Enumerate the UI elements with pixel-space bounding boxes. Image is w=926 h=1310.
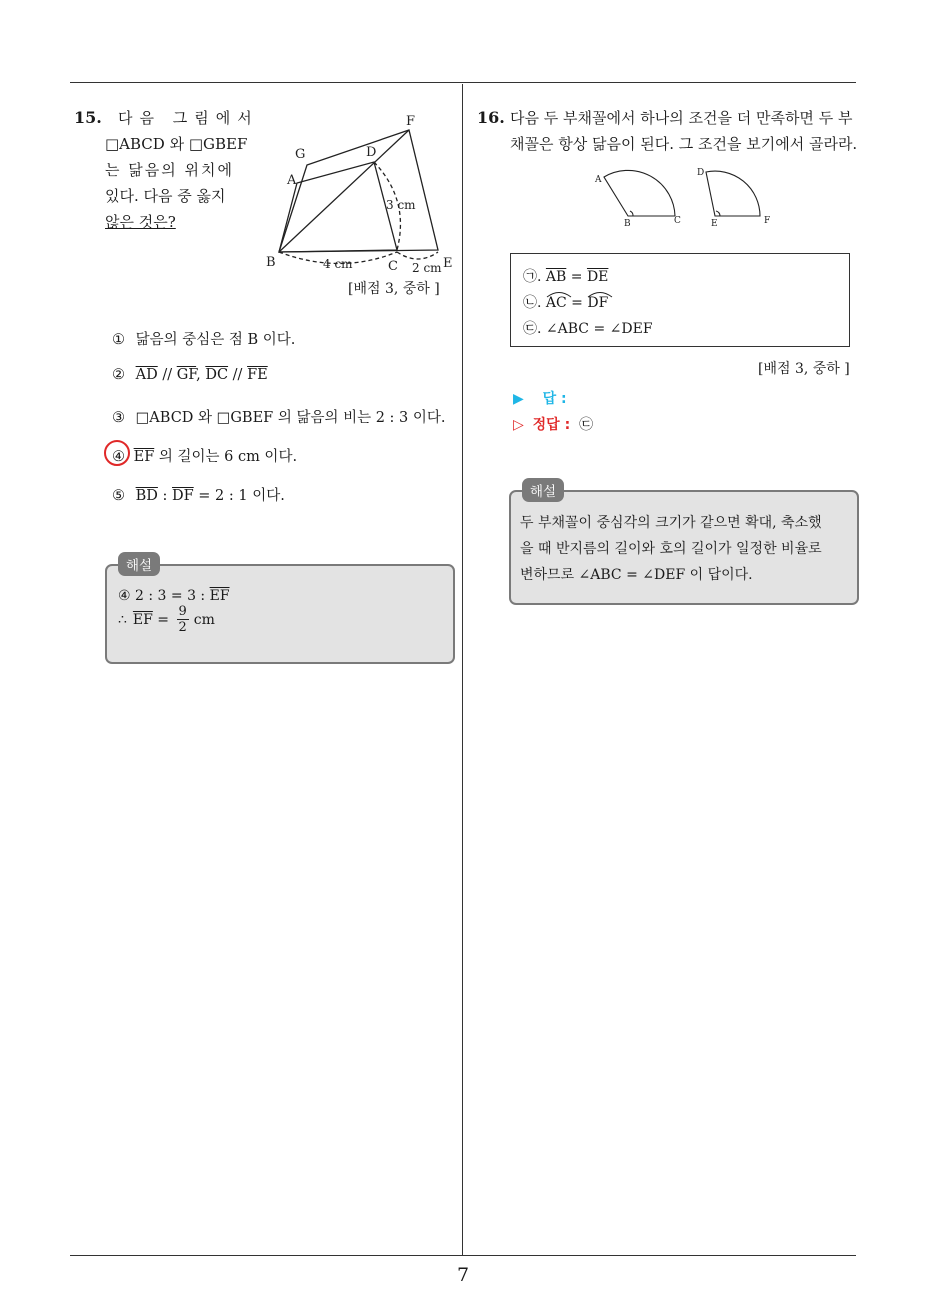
fraction: $\frac{9}{2}$ (178, 604, 187, 635)
label-ce-length: 2 cm (412, 261, 442, 275)
choice-text: $\overline{BD}$ : $\overline{DF} = 2$ : 1 이다. (135, 488, 285, 504)
question-text-line: 는 닮음의 위치에 (105, 161, 234, 179)
label-d: D (697, 168, 705, 178)
choice-text: □ABCD 와 □GBEF 의 닮음의 비는 2 : 3 이다. (135, 410, 446, 426)
arc-notation: AC (546, 295, 567, 311)
solution-line: 변하므로 ∠ABC = ∠DEF 이 답이다. (520, 567, 753, 583)
correct-label: 정답 : (532, 417, 571, 433)
label-f: F (406, 114, 416, 129)
label-e: E (711, 219, 718, 229)
choice-number: ② (112, 367, 125, 383)
choice-number: ③ (112, 410, 125, 426)
question-text-line: □ABCD 와 □GBEF (105, 135, 248, 153)
choice-text: $\overline{EF}$ 의 길이는 6 cm 이다. (133, 449, 298, 465)
solution-line: ④ 2 : 3 = 3 : $\overline{EF}$ (118, 588, 230, 604)
question-text-line: 다음 그림에서 (118, 109, 259, 127)
bottom-rule (70, 1255, 856, 1256)
choice-5[interactable] (112, 484, 285, 505)
solution-line: ∴ $\overline{EF}$ = $\frac{9}{2}$ cm (118, 604, 215, 635)
label-f: F (764, 216, 771, 226)
label-e: E (443, 256, 453, 271)
answer-row (513, 388, 567, 408)
condition-item: ㉢. ∠ABC = ∠DEF (523, 321, 653, 337)
choice-4[interactable] (112, 445, 297, 466)
arc-notation: DF (587, 295, 608, 311)
play-arrow-icon: ▶ (513, 391, 524, 407)
solution-tab: 해설 (522, 478, 564, 502)
correct-answer-row (513, 414, 593, 434)
correct-value: ㉢ (579, 417, 594, 433)
label-g: G (295, 147, 306, 162)
sector-abc (604, 170, 675, 216)
label-b: B (624, 219, 631, 229)
page-number: 7 (456, 1264, 470, 1286)
choice-text: $\overline{AD} // \overline{GF}$, $\overline{DC} // \overline{FE}$ (135, 367, 268, 383)
choice-1[interactable] (112, 328, 295, 349)
answer-label: 답 : (542, 391, 567, 407)
solution-line: 두 부채꼴이 중심각의 크기가 같으면 확대, 축소했 (520, 515, 822, 531)
solution-line: 을 때 반지름의 길이와 호의 길이가 일정한 비율로 (520, 541, 822, 557)
question-text-line: 않은 것은? (105, 213, 176, 231)
label-dc-length: 3 cm (386, 198, 416, 212)
outline-arrow-icon: ▷ (513, 417, 524, 433)
question-text-line: 다음 두 부채꼴에서 하나의 조건을 더 만족하면 두 부 (510, 109, 853, 127)
condition-item: ㉡. AC = DF (523, 292, 608, 312)
solution-tab: 해설 (118, 552, 160, 576)
question-15-points: [배점 3, 중하 ] (348, 281, 440, 297)
choice-number: ① (112, 332, 125, 348)
question-16-points: [배점 3, 중하 ] (758, 361, 850, 377)
choice-number: ⑤ (112, 488, 125, 504)
similar-quadrilaterals-figure (260, 110, 460, 282)
label-a: A (287, 173, 297, 188)
question-text-line: 있다. 다음 중 옳지 (105, 187, 226, 205)
choice-number: ④ (112, 449, 125, 465)
label-d: D (366, 145, 377, 160)
question-16-number: 16. (477, 108, 505, 127)
label-c: C (388, 259, 398, 274)
choice-3[interactable] (112, 406, 446, 427)
label-bc-length: 4 cm (323, 257, 353, 271)
sector-def (706, 171, 760, 216)
quad-abcd (279, 162, 397, 252)
label-a: A (595, 175, 602, 185)
question-text-line: 채꼴은 항상 닮음이 된다. 그 조건을 보기에서 골라라. (510, 135, 858, 153)
sectors-figure (590, 160, 790, 232)
label-c: C (674, 216, 681, 226)
question-15-number: 15. (74, 108, 102, 127)
choice-text: 닮음의 중심은 점 B 이다. (135, 332, 296, 348)
top-rule (70, 82, 856, 83)
choice-2[interactable] (112, 367, 268, 383)
conditions-box (510, 253, 850, 347)
condition-item: ㉠. $\overline{AB} = \overline{DE}$ (523, 269, 609, 285)
column-divider (462, 84, 463, 1256)
label-b: B (266, 255, 276, 270)
